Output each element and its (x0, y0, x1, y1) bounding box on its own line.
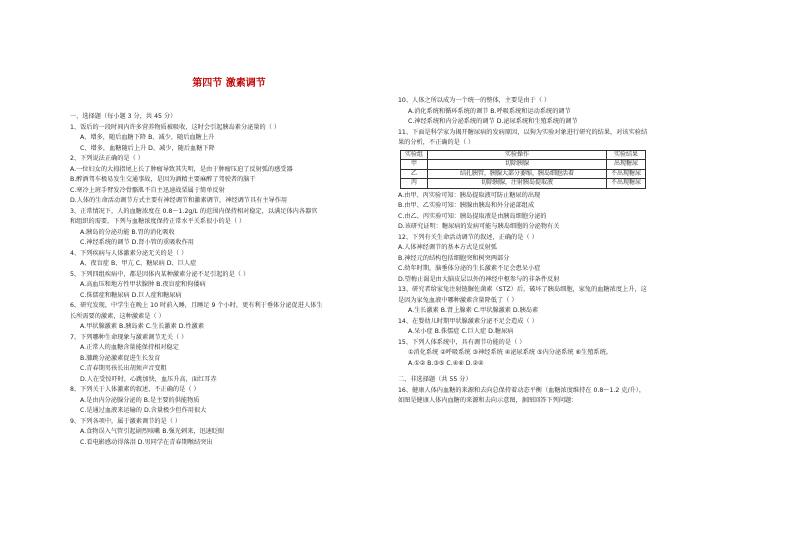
text-line: D.该研究证明：糖尿病的发病可能与胰岛细胞的分泌物有关 (398, 223, 560, 230)
text-line: 长所需要的激素，这种激素是（ ） (70, 312, 165, 320)
right-questions-top (398, 96, 734, 149)
text-line: A.胰岛的分泌功能 B.胃的消化吸收 (80, 228, 175, 236)
text-line: 5、下列四组疾病中，都是因体内某种激素分泌不足引起的是（ ） (70, 270, 250, 278)
text-line: D.望梅止渴是由大脑皮层以外的神经中枢参与的非条件反射 (398, 275, 560, 283)
text-line: A.食物误入气管引起剧烈咳嗽 B.强光刺来，迅速眨眼 (80, 428, 225, 435)
text-line: C.寒冷上班手臂发冷骨骼肌不自主迅速战栗属于简单反射 (70, 186, 225, 194)
table-row (401, 160, 646, 170)
text-line: 11、下面是科学家为揭开糖尿病的发病原因，以狗为实验对象进行研究的结果，对该实验结 (398, 128, 648, 136)
text-line: A.消化系统和循环系统的调节 B.呼吸系统和运动系统的调节 (408, 107, 571, 115)
text-line: C.幼年时期，脑垂体分泌的生长激素不足会患呆小症 (398, 265, 541, 272)
text-line: 7、下列哪种生命现象与激素调节无关（ ） (70, 333, 188, 341)
table-header: 实验操作 (428, 150, 607, 160)
table-cell: 结扎胰管，胰腺大部分萎缩，胰岛细胞活着 (428, 169, 607, 179)
table-row (401, 179, 646, 189)
table-cell: 切除胰腺 (428, 160, 607, 170)
table-cell: 不出现糖尿 (607, 169, 646, 179)
text-line: C.青春期男孩长出胡须声音变粗 (80, 365, 167, 372)
text-line: 3、正常情况下，人的血糖浓度在 0.8～1.2g/L 的范围内保持相对稳定，以满足体内各器官 (70, 207, 318, 215)
text-line: A.人体神经调节的基本方式是反射弧 (398, 244, 497, 251)
experiment-table (400, 150, 646, 189)
left-questions (70, 123, 388, 449)
text-line: 15、下列人体系统中，具有调节功能的是（ ） (398, 338, 526, 346)
text-line: 果的分析，不正确的是（ ） (398, 139, 475, 146)
text-line: 是因为家兔血液中哪种激素含量降低了（ ） (398, 296, 518, 304)
table-cell: 乙 (401, 169, 428, 179)
text-line: C.侏儒症和糖尿病 D.巨人症和糖尿病 (80, 291, 182, 299)
text-line: B.由甲、乙实验可知：胰腺由胰岛和外分泌部组成 (398, 202, 535, 209)
text-line: 14、在婴幼儿时期甲状腺激素分泌不足会造成（ ） (398, 317, 538, 325)
text-line: 10、人体之所以成为一个统一的整体，主要是由于（ ） (398, 97, 551, 104)
text-line: C.由乙、丙实验可知：胰岛提取液是由胰岛细胞分泌的 (398, 212, 547, 220)
table-cell: 不出现糖尿 (607, 179, 646, 189)
section-heading: 二、非选择题（共 55 分） (398, 376, 472, 383)
text-line: C.是通过血液来运输的 D.含量极少但作用很大 (80, 407, 207, 414)
text-line: C.神经系统的调节 D.肾小管的重吸收作用 (80, 239, 194, 246)
text-line: B.醉酒驾车极易发生交通事故，是因为酒精主要麻醉了驾驶者的脑干 (70, 176, 256, 183)
text-line: 8、下列关于人体激素的叙述，不正确的是（ ） (70, 386, 200, 393)
text-line: 12、下列有关生命活动调节的叙述，正确的是（ ） (398, 233, 538, 241)
table-cell: 切除胰腺，注射胰岛提取液 (428, 179, 607, 189)
text-line: A.呆小症 B.侏儒症 C.巨人症 D.糖尿病 (408, 328, 514, 335)
text-line: A.正常人的血糖含量能保持相对稳定 (80, 344, 179, 351)
table-header-row (401, 150, 646, 160)
text-line: ①消化系统 ②呼吸系统 ③神经系统 ④泌尿系统 ⑤内分泌系统 ⑥生殖系统。 (408, 349, 612, 356)
text-line: 1、饭后的一段时间内许多营养物质被吸收，这时会引起胰岛素分泌量的（ ） (70, 123, 281, 131)
text-line: 6、研究发现，中学生在晚上 10 时前入睡，且睡足 9 个小时，更有利于垂体分泌促进人体生 (70, 302, 323, 309)
text-line: A.①② B.③⑤ C.④⑥ D.②④ (408, 359, 484, 367)
page-title: 第四节 激素调节 (192, 78, 266, 89)
text-line: D.人体的生命活动调节方式主要有神经调节和激素调节，神经调节具有主导作用 (70, 197, 288, 204)
table-header: 实验组 (401, 150, 428, 160)
text-line: D.人在受惊吓时，心跳加快，血压升高，面红耳赤 (80, 375, 217, 383)
text-line: 13、研究者给家兔注射链脲佐菌素（STZ）后，破坏了胰岛细胞，家兔的血糖浓度上升，这 (398, 286, 647, 293)
text-line: A、夜盲症 B、甲亢 C、糖尿病 D、巨人症 (80, 260, 197, 267)
text-line: 16、健康人体内血糖的来源和去向总保持着动态平衡（血糖浓度维持在 0.8～1.2 克/升）， (398, 386, 646, 394)
table-cell: 甲 (401, 160, 428, 170)
text-line: A、增多，随后血糖下降 B、减少，随后血糖上升 (80, 134, 215, 141)
table-header: 实验结果 (607, 150, 646, 160)
text-line: A.高血压和地方性甲状腺肿 B.夜盲症和佝偻病 (80, 281, 206, 288)
table-cell: 丙 (401, 179, 428, 189)
text-line: 如图是健康人体内血糖的来源和去向示意图，据图回答下列问题： (398, 397, 578, 404)
text-line: C、增多，血糖随后上升 D、减少，随后血糖下降 (80, 144, 215, 152)
text-line: A.由甲、丙实验可知：胰岛提取液可防止糖尿的出现 (398, 191, 541, 199)
text-line: A.甲状腺激素 B.胰岛素 C.生长激素 D.性激素 (80, 323, 205, 330)
table-row (401, 169, 646, 179)
right-questions-bottom (398, 191, 734, 370)
text-line: 4、下列疾病与人体激素分泌无关的是（ ） (70, 249, 188, 257)
table-cell: 出现糖尿 (607, 160, 646, 170)
text-line: 2、下列说法正确的是（ ） (70, 155, 144, 162)
text-line: 9、下列各项中，属于激素调节的是（ ） (70, 417, 182, 425)
text-line: B.神经元的结构包括细胞突和树突两部分 (398, 254, 510, 262)
question-16 (398, 386, 734, 407)
text-line: C.神经系统和内分泌系统的调节 D.泌尿系统和生殖系统的调节 (408, 118, 578, 125)
text-line: A.一位妇女的大拇指尾上长了肿瘤导致其失明，是由于肿瘤压迫了反射弧的感受器 (70, 165, 293, 173)
text-line: A.生长激素 B.肾上腺素 C.甲状腺激素 D.胰岛素 (408, 307, 539, 314)
text-line: C.看电影感动得落泪 D.男同学在青春期喉结突出 (80, 438, 213, 446)
text-line: A.是由内分泌腺分泌的 B.是主要的供能物质 (80, 396, 200, 404)
section-heading: 一、选择题（每小题 3 分，共 45 分） (70, 113, 177, 120)
text-line: 和组织的需要。下列与血糖浓度保持正常水平关系很小的是（ ） (70, 218, 246, 225)
text-line: B.膝跳分泌激素促进生长发育 (80, 354, 161, 362)
